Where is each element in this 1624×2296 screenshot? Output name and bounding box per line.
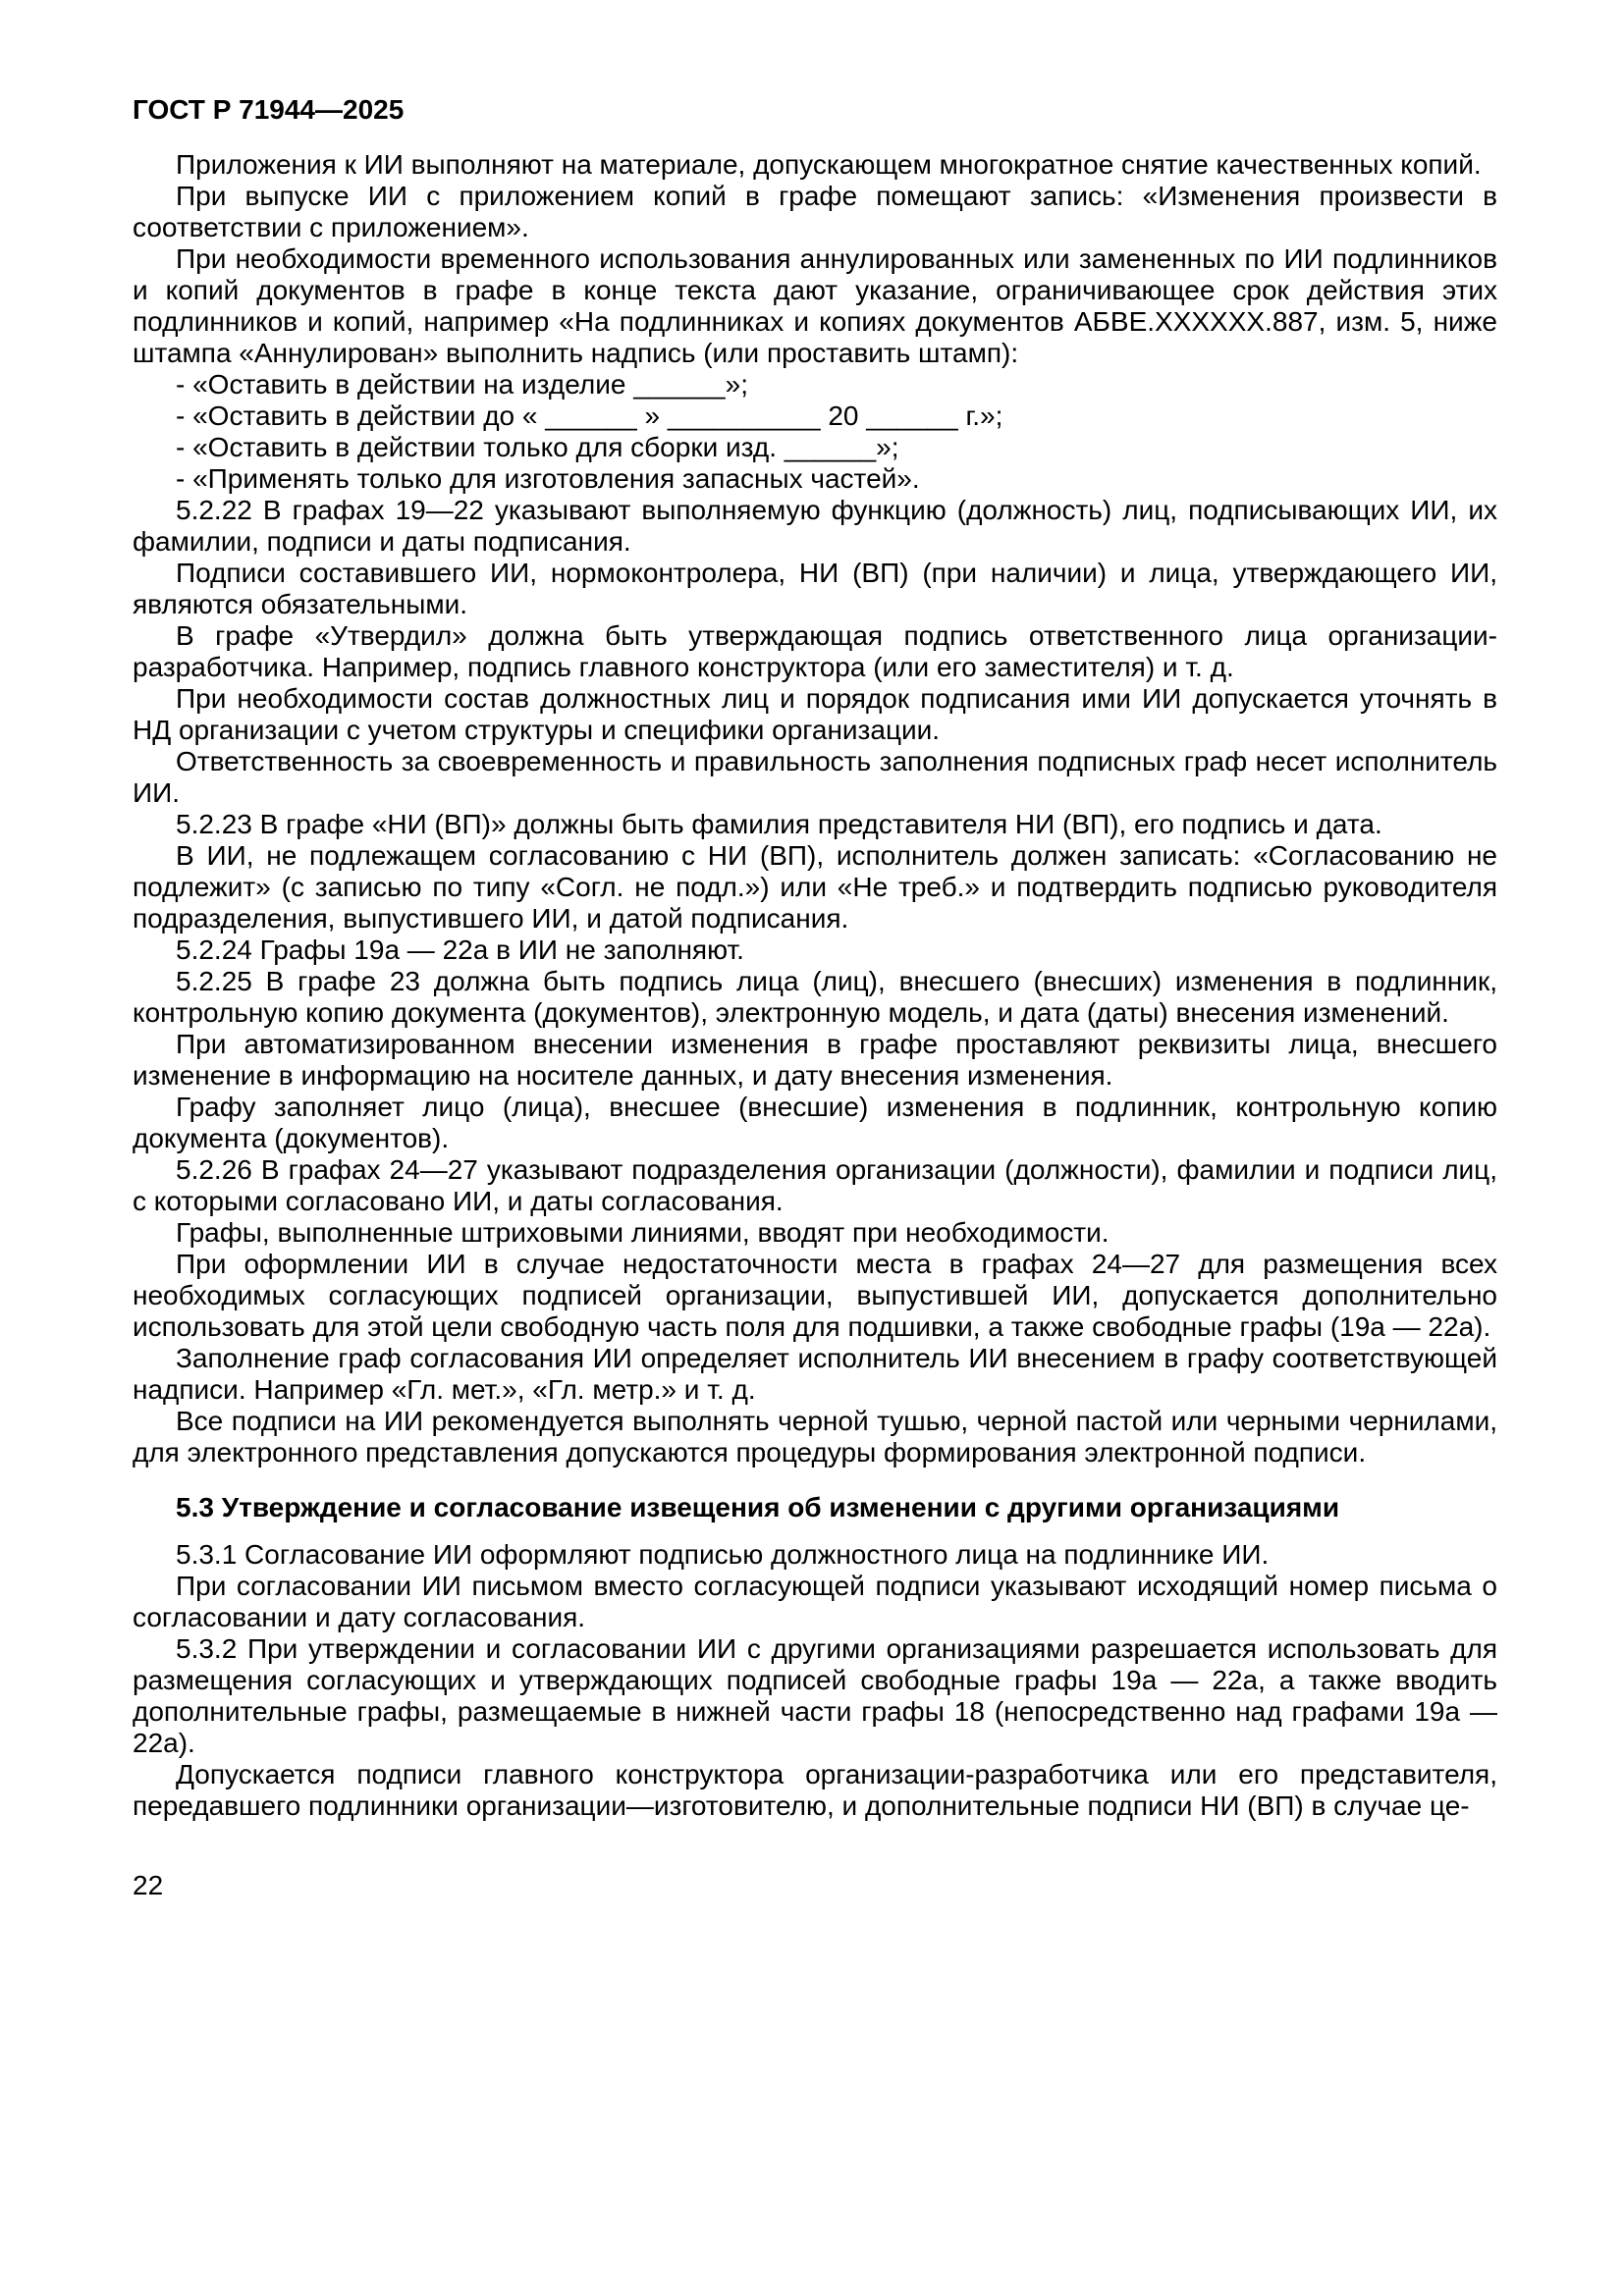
paragraph: Все подписи на ИИ рекомендуется выполнять черной тушью, черной пастой или черными чернилами, для электронного представления допускаются процедуры формирования электронной подписи.	[133, 1406, 1497, 1468]
paragraph: Заполнение граф согласования ИИ определяет исполнитель ИИ внесением в графу соответствующей надписи. Например «Гл. мет.», «Гл. метр.» и т. д.	[133, 1343, 1497, 1405]
paragraph: Подписи составившего ИИ, нормоконтролера, НИ (ВП) (при наличии) и лица, утверждающего ИИ, являются обязательными.	[133, 558, 1497, 619]
paragraph: 5.2.23 В графе «НИ (ВП)» должны быть фамилия представителя НИ (ВП), его подпись и дата.	[176, 809, 1382, 839]
paragraph: Графу заполняет лицо (лица), внесшее (внесшие) изменения в подлинник, контрольную копию документа (документов).	[133, 1092, 1497, 1153]
paragraph: Приложения к ИИ выполняют на материале, допускающем многократное снятие качественных копий.	[176, 149, 1482, 180]
paragraph: При необходимости временного использования аннулированных или замененных по ИИ подлинников и копий документов в графе в конце текста дают указание, ограничивающее срок действия этих подлинников и копий, например «На подлинниках и копиях документов АБВЕ.XXXXXX.887, изм. 5, ниже штампа «Аннулирован» выполнить надпись (или проставить штамп):	[133, 243, 1497, 368]
document-body	[133, 149, 1497, 1822]
list-item: - «Оставить в действии до « ______ » __________ 20 ______ г.»;	[176, 400, 1003, 431]
paragraph: 5.2.26 В графах 24—27 указывают подразделения организации (должности), фамилии и подписи лиц, с которыми согласовано ИИ, и даты согласования.	[133, 1154, 1497, 1216]
paragraph: Графы, выполненные штриховыми линиями, вводят при необходимости.	[176, 1217, 1110, 1248]
paragraph: Ответственность за своевременность и правильность заполнения подписных граф несет исполнитель ИИ.	[133, 746, 1497, 808]
paragraph: В графе «Утвердил» должна быть утверждающая подпись ответственного лица организации-разработчика. Например, подпись главного конструктора (или его заместителя) и т. д.	[133, 620, 1497, 682]
paragraph: В ИИ, не подлежащем согласованию с НИ (ВП), исполнитель должен записать: «Согласованию не подлежит» (с записью по типу «Согл. не подл.») или «Не треб.» и подтвердить подписью руководителя подразделения, выпустившего ИИ, и датой подписания.	[133, 840, 1497, 934]
page-number: 22	[133, 1870, 164, 1900]
paragraph: 5.2.22 В графах 19—22 указывают выполняемую функцию (должность) лиц, подписывающих ИИ, их фамилии, подписи и даты подписания.	[133, 495, 1497, 557]
paragraph: 5.2.24 Графы 19а — 22а в ИИ не заполняют.	[176, 934, 744, 965]
paragraph: При согласовании ИИ письмом вместо согласующей подписи указывают исходящий номер письма о согласовании и дату согласования.	[133, 1571, 1497, 1632]
paragraph: При автоматизированном внесении изменения в графе проставляют реквизиты лица, внесшего изменение в информацию на носителе данных, и дату внесения изменения.	[133, 1029, 1497, 1091]
list-item: - «Применять только для изготовления запасных частей».	[176, 463, 920, 494]
paragraph: При необходимости состав должностных лиц и порядок подписания ими ИИ допускается уточнять в НД организации с учетом структуры и специфики организации.	[133, 683, 1497, 745]
paragraph: 5.2.25 В графе 23 должна быть подпись лица (лиц), внесшего (внесших) изменения в подлинник, контрольную копию документа (документов), электронную модель, и дата (даты) внесения изменений.	[133, 966, 1497, 1028]
section-heading: 5.3 Утверждение и согласование извещения об изменении с другими организациями	[176, 1492, 1340, 1522]
paragraph: При выпуске ИИ с приложением копий в графе помещают запись: «Изменения произвести в соответствии с приложением».	[133, 181, 1497, 242]
list-item: - «Оставить в действии на изделие ______»;	[176, 369, 748, 400]
paragraph: 5.3.2 При утверждении и согласовании ИИ с другими организациями разрешается использовать для размещения согласующих и утверждающих подписей свободные графы 19а — 22а, а также вводить дополнительные графы, размещаемые в нижней части графы 18 (непосредственно над графами 19а — 22а).	[133, 1633, 1497, 1758]
paragraph: При оформлении ИИ в случае недостаточности места в графах 24—27 для размещения всех необходимых согласующих подписей организации, выпустившей ИИ, допускается дополнительно использовать для этой цели свободную часть поля для подшивки, а также свободные графы (19а — 22а).	[133, 1249, 1497, 1342]
paragraph: Допускается подписи главного конструктора организации-разработчика или его представителя, передавшего подлинники организации—изготовителю, и дополнительные подписи НИ (ВП) в случае це-	[133, 1759, 1497, 1821]
paragraph: 5.3.1 Согласование ИИ оформляют подписью должностного лица на подлиннике ИИ.	[176, 1539, 1270, 1570]
doc-number: ГОСТ Р 71944—2025	[133, 94, 405, 125]
list-item: - «Оставить в действии только для сборки изд. ______»;	[176, 432, 899, 462]
